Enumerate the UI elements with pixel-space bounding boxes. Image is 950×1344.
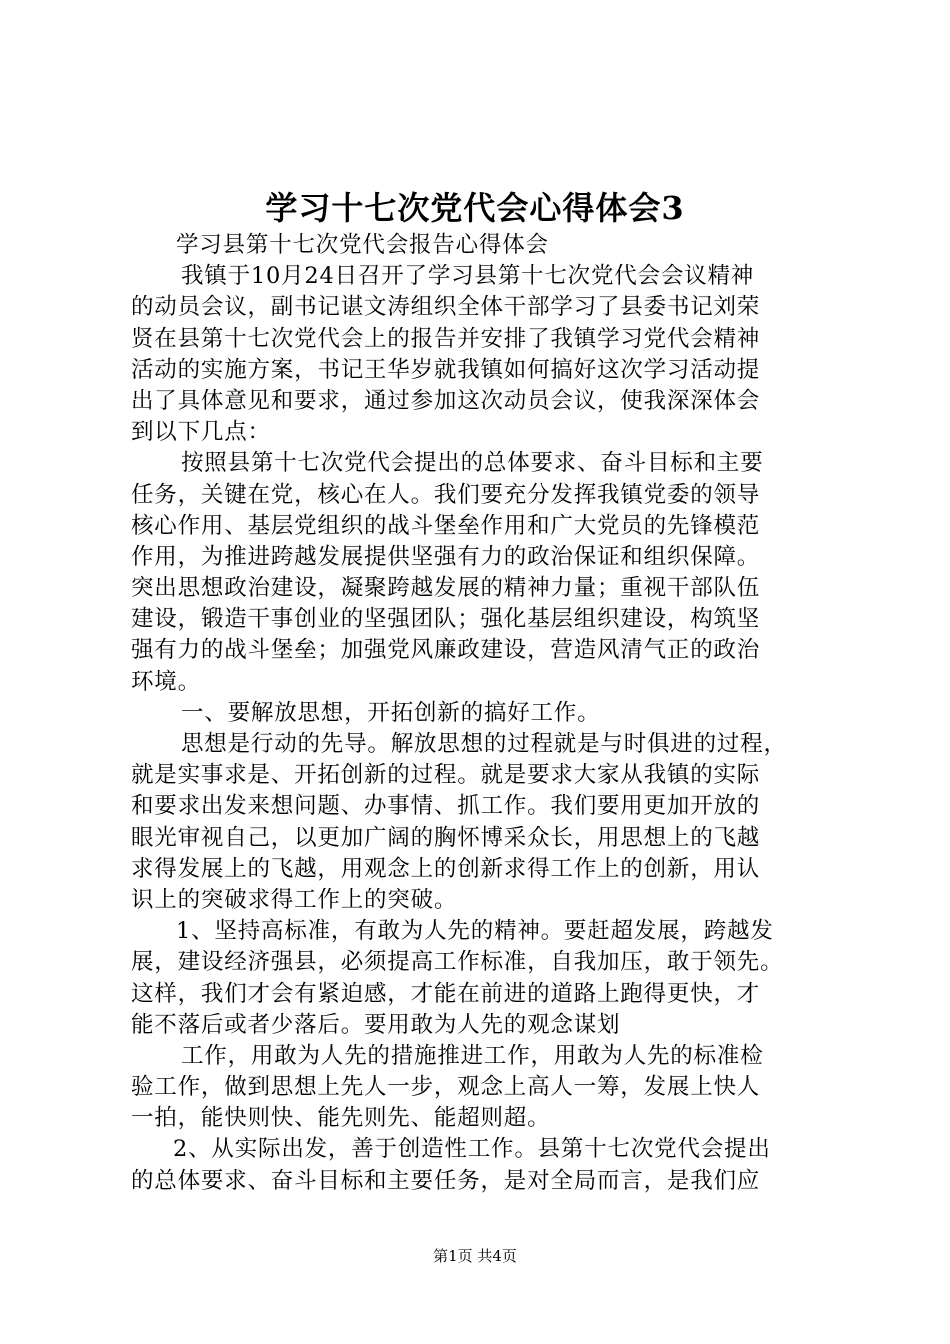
paragraph-line: 能不落后或者少落后。要用敢为人先的观念谋划 <box>131 1011 621 1038</box>
paragraph-line: 求得发展上的飞越，用观念上的创新求得工作上的创新，用认 <box>131 855 761 882</box>
paragraph-line: 活动的实施方案，书记王华岁就我镇如何搞好这次学习活动提 <box>131 356 761 383</box>
subtitle-line: 学习县第十七次党代会报告心得体会 <box>176 232 549 258</box>
paragraph-line: 识上的突破求得工作上的突破。 <box>131 886 458 913</box>
paragraph-line: 到以下几点： <box>131 419 271 446</box>
paragraph-line: 突出思想政治建设，凝聚跨越发展的精神力量；重视干部队伍 <box>131 575 761 602</box>
paragraph-line: 按照县第十七次党代会提出的总体要求、奋斗目标和主要 <box>181 450 764 477</box>
paragraph-line: 2、从实际出发，善于创造性工作。县第十七次党代会提出 <box>173 1136 771 1163</box>
paragraph-line: 的总体要求、奋斗目标和主要任务，是对全局而言，是我们应 <box>131 1167 761 1194</box>
paragraph-line: 贤在县第十七次党代会上的报告并安排了我镇学习党代会精神 <box>131 325 761 352</box>
document-title: 学习十七次党代会心得体会3 <box>265 189 685 227</box>
paragraph-line: 建设，锻造干事创业的坚强团队；强化基层组织建设，构筑坚 <box>131 606 761 633</box>
paragraph-line: 任务，关键在党，核心在人。我们要充分发挥我镇党委的领导 <box>131 481 761 508</box>
paragraph-line: 思想是行动的先导。解放思想的过程就是与时俱进的过程， <box>181 731 787 757</box>
paragraph-line: 作用，为推进跨越发展提供坚强有力的政治保证和组织保障。 <box>131 543 761 570</box>
section-heading: 一、要解放思想，开拓创新的搞好工作。 <box>181 699 601 726</box>
document-body <box>131 230 831 1197</box>
paragraph-line: 强有力的战斗堡垒；加强党风廉政建设，营造风清气正的政治 <box>131 637 761 664</box>
paragraph-line: 和要求出发来想问题、办事情、抓工作。我们要用更加开放的 <box>131 793 761 820</box>
paragraph-line: 展，建设经济强县，必须提高工作标准，自我加压，敢于领先。 <box>131 949 784 976</box>
paragraph-line: 就是实事求是、开拓创新的过程。就是要求大家从我镇的实际 <box>131 762 761 789</box>
paragraph-line: 1、坚持高标准，有敢为人先的精神。要赶超发展，跨越发 <box>176 918 774 945</box>
paragraph-line: 一拍，能快则快、能先则先、能超则超。 <box>131 1105 551 1132</box>
paragraph-line: 核心作用、基层党组织的战斗堡垒作用和广大党员的先锋模范 <box>131 512 761 539</box>
paragraph-line: 这样，我们才会有紧迫感，才能在前进的道路上跑得更快，才 <box>131 980 761 1007</box>
paragraph-line: 工作，用敢为人先的措施推进工作，用敢为人先的标准检 <box>181 1042 764 1069</box>
paragraph-line: 的动员会议，副书记谌文涛组织全体干部学习了县委书记刘荣 <box>131 294 761 321</box>
paragraph-line: 出了具体意见和要求，通过参加这次动员会议，使我深深体会 <box>131 387 761 414</box>
paragraph-line: 验工作，做到思想上先人一步，观念上高人一筹，发展上快人 <box>131 1074 761 1101</box>
paragraph-line: 我镇于10月24日召开了学习县第十七次党代会会议精神 <box>181 263 755 290</box>
page-number-footer: 第1页 共4页 <box>433 1247 517 1265</box>
paragraph-line: 环境。 <box>131 668 201 695</box>
paragraph-line: 眼光审视自己，以更加广阔的胸怀博采众长，用思想上的飞越 <box>131 824 761 851</box>
